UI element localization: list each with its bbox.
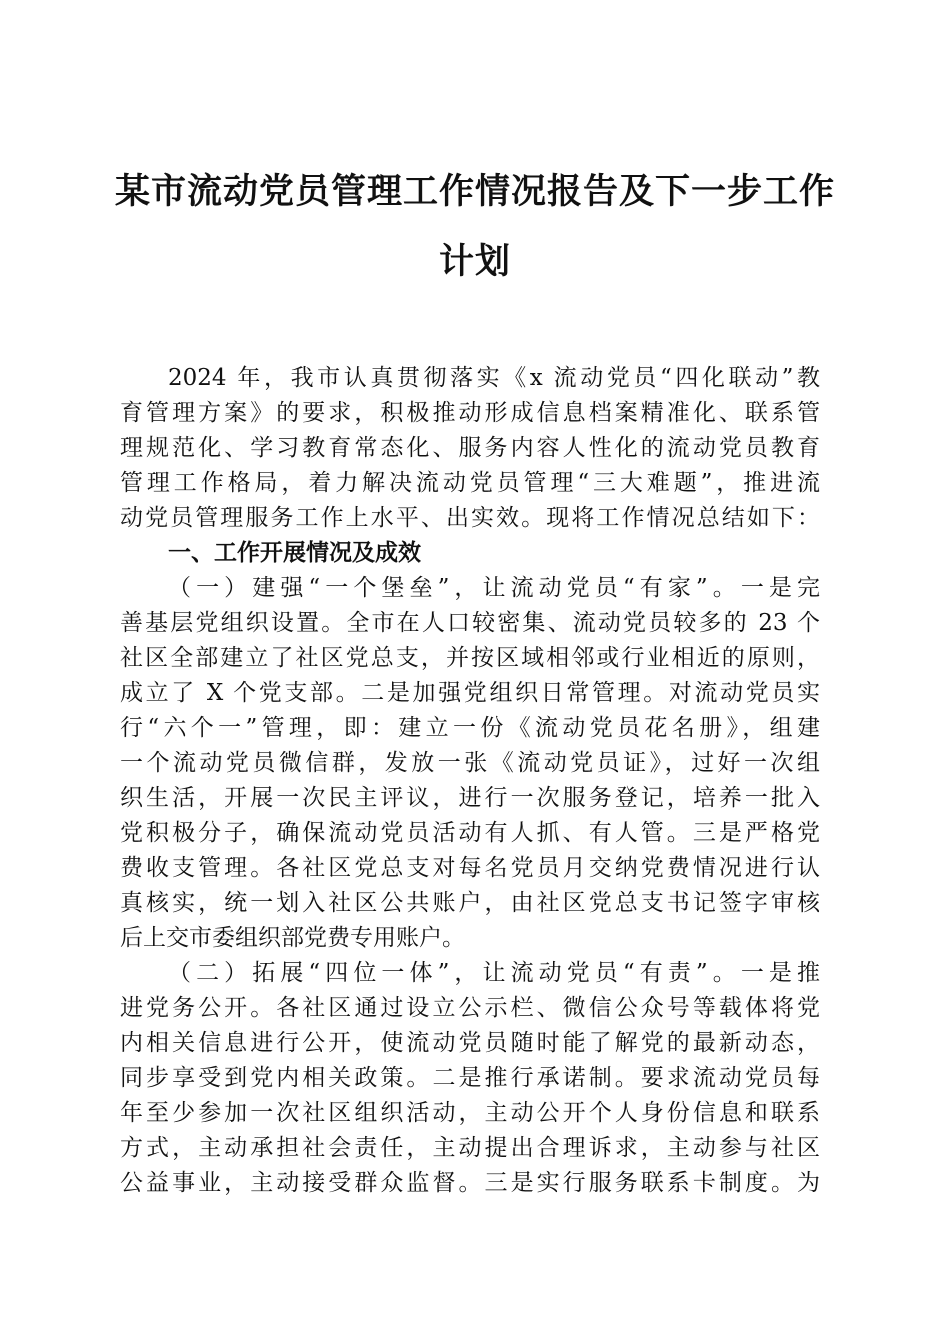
intro-line: 2024 年，我市认真贯彻落实《x 流动党员“四化联动”教 (168, 365, 820, 391)
para1-line: 真核实，统一划入社区公共账户，由社区党总支书记签字审核 (120, 890, 820, 916)
para1-line: 后上交市委组织部党费专用账户。 (120, 925, 465, 951)
para1-line: 一个流动党员微信群，发放一张《流动党员证》，过好一次组 (120, 750, 820, 776)
para1-line: 党积极分子，确保流动党员活动有人抓、有人管。三是严格党 (120, 820, 820, 846)
para2-line: 公益事业，主动接受群众监督。三是实行服务联系卡制度。为 (120, 1170, 820, 1196)
para1-line: 织生活，开展一次民主评议，进行一次服务登记，培养一批入 (120, 785, 820, 811)
section-heading: 一、工作开展情况及成效 (168, 540, 421, 566)
intro-line: 管理工作格局，着力解决流动党员管理“三大难题”，推进流 (120, 470, 820, 496)
para2-line: 同步享受到党内相关政策。二是推行承诺制。要求流动党员每 (120, 1065, 820, 1091)
para2-line: 方式，主动承担社会责任，主动提出合理诉求，主动参与社区 (120, 1135, 820, 1161)
intro-line: 理规范化、学习教育常态化、服务内容人性化的流动党员教育 (120, 435, 820, 461)
intro-line: 动党员管理服务工作上水平、出实效。现将工作情况总结如下： (120, 505, 820, 531)
para1-line: 成立了 X 个党支部。二是加强党组织日常管理。对流动党员实 (120, 680, 820, 706)
para2-line: 年至少参加一次社区组织活动，主动公开个人身份信息和联系 (120, 1100, 820, 1126)
para1-line: 行“六个一”管理，即：建立一份《流动党员花名册》，组建 (120, 715, 820, 741)
para1-line: 善基层党组织设置。全市在人口较密集、流动党员较多的 23 个 (120, 610, 820, 636)
para1-line: 社区全部建立了社区党总支，并按区域相邻或行业相近的原则， (120, 645, 820, 671)
para1-line: （一）建强“一个堡垒”，让流动党员“有家”。一是完 (168, 575, 820, 601)
para2-line: 内相关信息进行公开，使流动党员随时能了解党的最新动态， (120, 1030, 820, 1056)
para2-line: （二）拓展“四位一体”，让流动党员“有责”。一是推 (168, 960, 820, 986)
intro-line: 育管理方案》的要求，积极推动形成信息档案精准化、联系管 (120, 400, 820, 426)
para1-line: 费收支管理。各社区党总支对每名党员月交纳党费情况进行认 (120, 855, 820, 881)
para2-line: 进党务公开。各社区通过设立公示栏、微信公众号等载体将党 (120, 995, 820, 1021)
document-title-line-1: 某市流动党员管理工作情况报告及下一步工作 (114, 172, 835, 212)
document-title-line-2: 计划 (438, 242, 511, 282)
